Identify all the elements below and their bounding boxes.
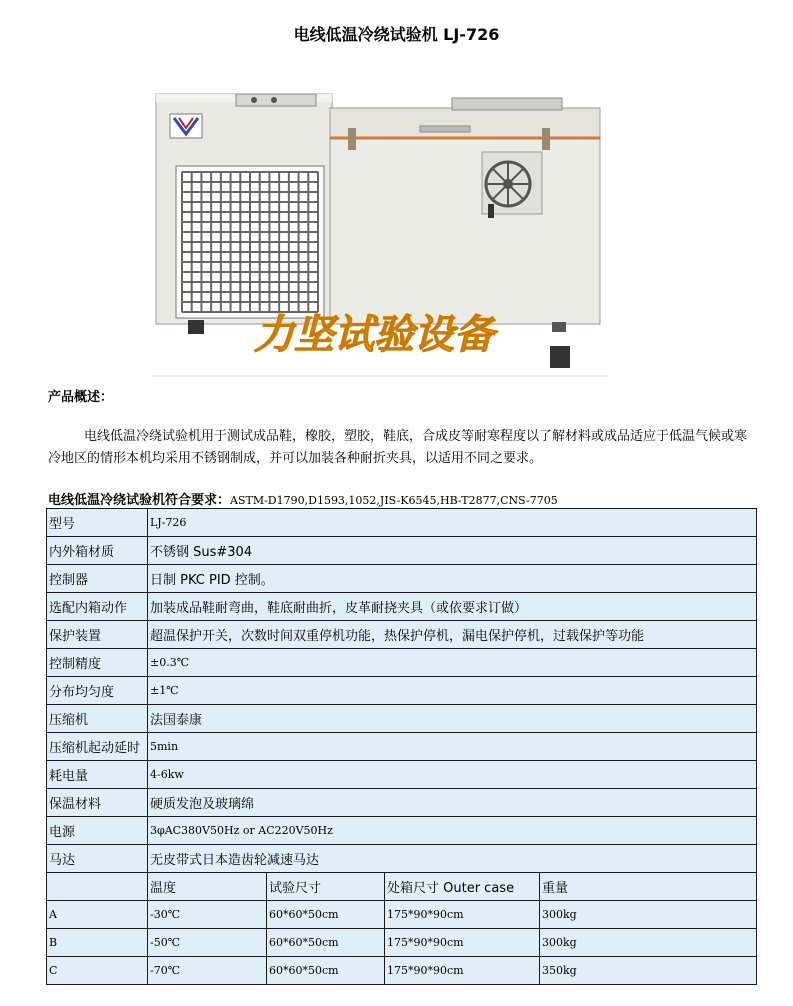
- watermark: 力坚试验设备: [254, 312, 494, 358]
- spec-value: 无皮带式日本造齿轮减速马达: [148, 845, 757, 873]
- overview-text: 电线低温冷绕试验机用于测试成品鞋，橡胶，塑胶，鞋底，合成皮等耐寒程度以了解材料或成品适应于低温气候或寒冷地区的情形本机均采用不锈钢制成，并可以加装各种耐折夹具，以适用不同之要求。: [48, 429, 748, 466]
- spec-row: [47, 817, 757, 845]
- spec-label: 内外箱材质: [47, 537, 148, 565]
- standards-line: [48, 489, 558, 508]
- model-row: [47, 901, 757, 929]
- spec-value: 硬质发泡及玻璃绵: [148, 789, 757, 817]
- spec-label: 压缩机起动延时: [47, 733, 148, 761]
- model-cell: -50℃: [148, 929, 267, 957]
- spec-label: 压缩机: [47, 705, 148, 733]
- spec-row: [47, 789, 757, 817]
- model-cell: 175*90*90cm: [385, 901, 540, 929]
- spec-label: 电源: [47, 817, 148, 845]
- model-cell: B: [47, 929, 148, 957]
- spec-label: 选配内箱动作: [47, 593, 148, 621]
- spec-label: 控制器: [47, 565, 148, 593]
- spec-label: 耗电量: [47, 761, 148, 789]
- spec-row: [47, 733, 757, 761]
- spec-label: 保温材料: [47, 789, 148, 817]
- product-photo: [152, 76, 608, 378]
- model-header-cell: 重量: [540, 873, 757, 901]
- spec-label: 型号: [47, 509, 148, 537]
- model-cell: 300kg: [540, 929, 757, 957]
- model-cell: 350kg: [540, 957, 757, 985]
- spec-value: 日制 PKC PID 控制。: [148, 565, 757, 593]
- spec-row: [47, 677, 757, 705]
- spec-row: [47, 705, 757, 733]
- overview-heading: 产品概述：: [48, 390, 114, 405]
- model-cell: -30℃: [148, 901, 267, 929]
- page-title: 电线低温冷绕试验机 LJ-726: [293, 25, 500, 44]
- ventilation-grille: [176, 166, 324, 318]
- spec-row: [47, 845, 757, 873]
- spec-value: LJ-726: [148, 509, 757, 537]
- spec-value: 加装成品鞋耐弯曲，鞋底耐曲折，皮革耐挠夹具（或依要求订做）: [148, 593, 757, 621]
- spec-value: 4-6kw: [148, 761, 757, 789]
- spec-value: 不锈钢 Sus#304: [148, 537, 757, 565]
- spec-value: 5min: [148, 733, 757, 761]
- spec-row: [47, 537, 757, 565]
- model-cell: 60*60*50cm: [267, 957, 385, 985]
- spec-label: 保护装置: [47, 621, 148, 649]
- spec-label: 分布均匀度: [47, 677, 148, 705]
- spec-value: ±1℃: [148, 677, 757, 705]
- model-header-row: [47, 873, 757, 901]
- spec-table: [46, 508, 757, 985]
- model-cell: 175*90*90cm: [385, 957, 540, 985]
- brand-logo: [170, 114, 202, 138]
- spec-label: 控制精度: [47, 649, 148, 677]
- spec-value: 3φAC380V50Hz or AC220V50Hz: [148, 817, 757, 845]
- model-cell: A: [47, 901, 148, 929]
- model-cell: C: [47, 957, 148, 985]
- model-row: [47, 929, 757, 957]
- spec-row: [47, 565, 757, 593]
- model-cell: -70℃: [148, 957, 267, 985]
- handwheel: [482, 152, 542, 218]
- model-header-cell: [47, 873, 148, 901]
- spec-label: 马达: [47, 845, 148, 873]
- model-cell: 60*60*50cm: [267, 901, 385, 929]
- model-header-cell: 处箱尺寸 Outer case: [385, 873, 540, 901]
- model-cell: 300kg: [540, 901, 757, 929]
- spec-row: [47, 621, 757, 649]
- model-cell: 60*60*50cm: [267, 929, 385, 957]
- model-header-cell: 试验尺寸: [267, 873, 385, 901]
- spec-value: 法国泰康: [148, 705, 757, 733]
- spec-row: [47, 593, 757, 621]
- model-header-cell: 温度: [148, 873, 267, 901]
- spec-row: [47, 649, 757, 677]
- model-cell: 175*90*90cm: [385, 929, 540, 957]
- standards-label: 电线低温冷绕试验机符合要求：: [48, 493, 231, 508]
- spec-row: [47, 509, 757, 537]
- model-row: [47, 957, 757, 985]
- spec-row: [47, 761, 757, 789]
- spec-value: 超温保护开关，次数时间双重停机功能，热保护停机，漏电保护停机，过载保护等功能: [148, 621, 757, 649]
- standards-value: ASTM-D1790,D1593,1052,JIS-K6545,HB-T2877,CNS-7705: [230, 494, 558, 507]
- spec-value: ±0.3℃: [148, 649, 757, 677]
